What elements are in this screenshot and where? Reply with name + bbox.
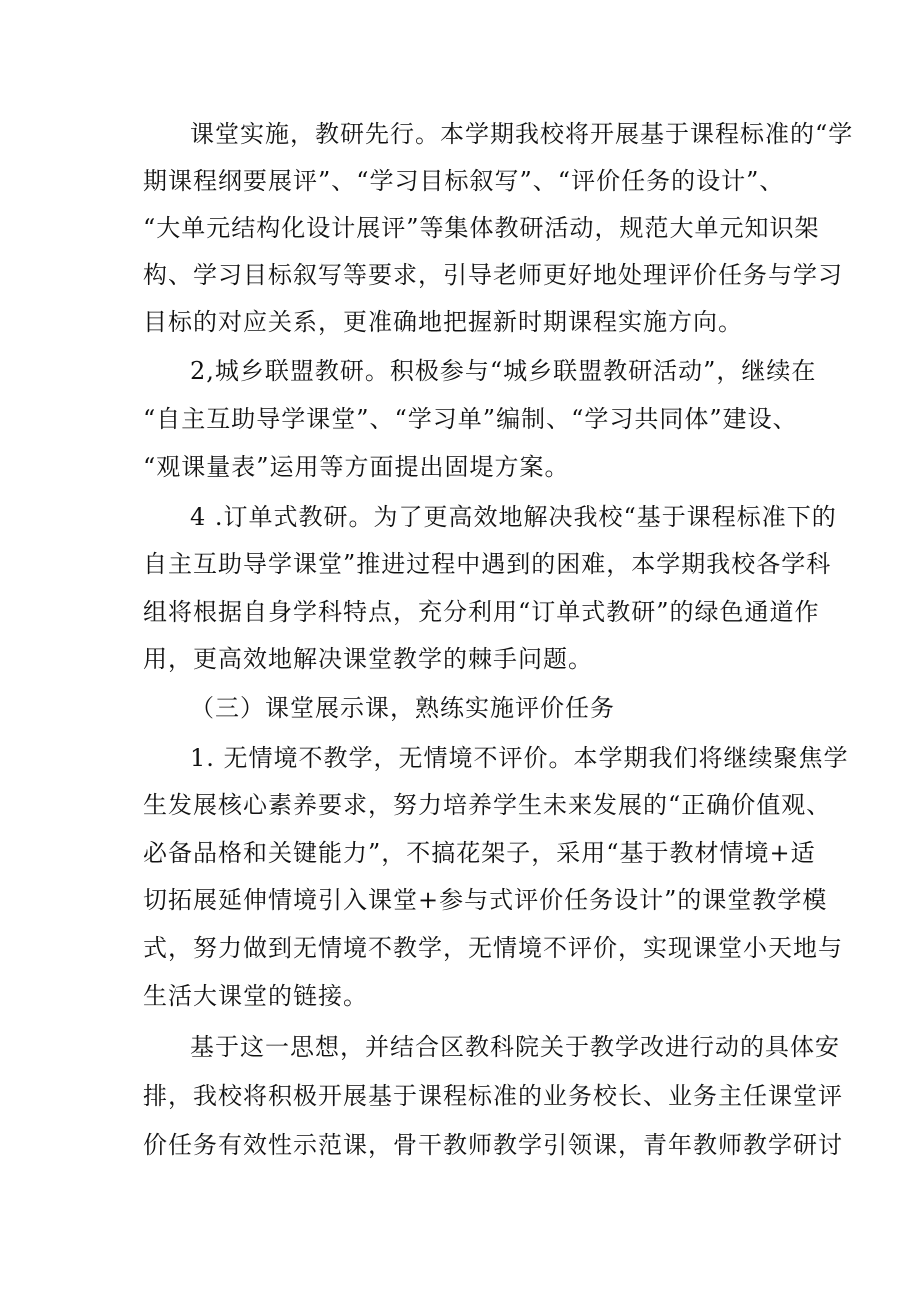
paragraph-line: 自主互助导学课堂”推进过程中遇到的困难，本学期我校各学科 bbox=[143, 550, 832, 578]
paragraph-line: 组将根据自身学科特点，充分利用“订单式教研”的绿色通道作 bbox=[143, 598, 820, 626]
paragraph-line: 基于这一思想，并结合区教科院关于教学改进行动的具体安 bbox=[190, 1033, 840, 1061]
paragraph-line: 用，更高效地解决课堂教学的棘手问题。 bbox=[143, 645, 593, 673]
paragraph-line: “大单元结构化设计展评”等集体教研活动，规范大单元知识架 bbox=[143, 214, 820, 242]
paragraph-line: 1. 无情境不教学，无情境不评价。本学期我们将继续聚焦学 bbox=[190, 744, 849, 772]
paragraph-line: 式，努力做到无情境不教学，无情境不评价，实现课堂小天地与 bbox=[143, 934, 843, 962]
paragraph-line: 2,城乡联盟教研。积极参与“城乡联盟教研活动”，继续在 bbox=[190, 357, 817, 385]
paragraph-line: 切拓展延伸情境引入课堂+参与式评价任务设计”的课堂教学模 bbox=[143, 886, 828, 914]
paragraph-line: 期课程纲要展评”、“学习目标叙写”、“评价任务的设计”、 bbox=[143, 167, 785, 195]
paragraph-line: “自主互助导学课堂”、“学习单”编制、“学习共同体”建设、 bbox=[143, 405, 798, 433]
paragraph-line: 4 .订单式教研。为了更高效地解决我校“基于课程标准下的 bbox=[190, 503, 837, 531]
paragraph-line: 课堂实施，教研先行。本学期我校将开展基于课程标准的“学 bbox=[190, 120, 854, 148]
paragraph-line: 生活大课堂的链接。 bbox=[143, 982, 368, 1010]
paragraph-line: 排，我校将积极开展基于课程标准的业务校长、业务主任课堂评 bbox=[143, 1082, 843, 1110]
section-heading: （三）课堂展示课，熟练实施评价任务 bbox=[190, 694, 615, 722]
paragraph-line: “观课量表”运用等方面提出固堤方案。 bbox=[143, 453, 570, 481]
paragraph-line: 目标的对应关系，更准确地把握新时期课程实施方向。 bbox=[143, 308, 743, 336]
paragraph-line: 价任务有效性示范课，骨干教师教学引领课，青年教师教学研讨 bbox=[143, 1131, 843, 1159]
paragraph-line: 必备品格和关键能力”，不搞花架子，采用“基于教材情境+适 bbox=[143, 839, 816, 867]
paragraph-line: 构、学习目标叙写等要求，引导老师更好地处理评价任务与学习 bbox=[143, 261, 843, 289]
paragraph-line: 生发展核心素养要求，努力培养学生未来发展的“正确价值观、 bbox=[143, 791, 832, 819]
